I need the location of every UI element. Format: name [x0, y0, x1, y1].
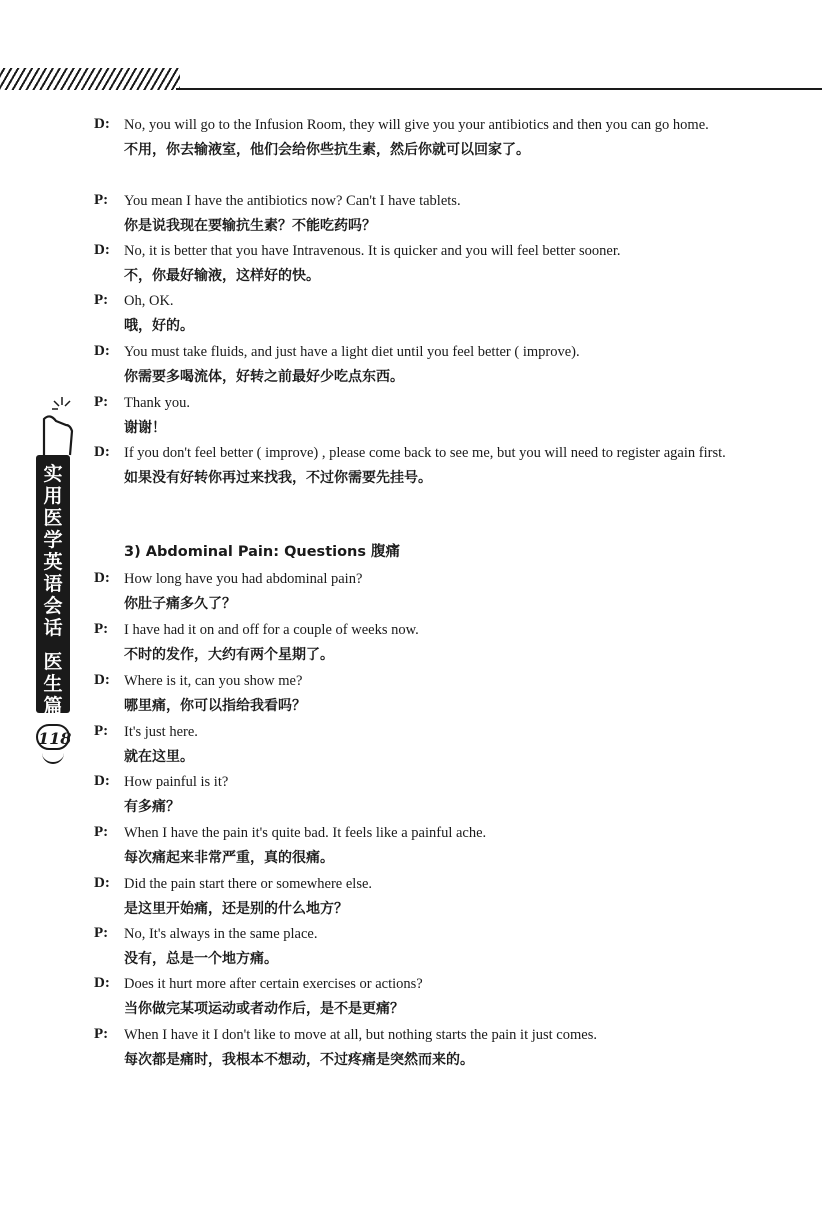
speaker-label: P: — [94, 925, 109, 941]
english-line: How painful is it? — [124, 774, 229, 790]
side-tab-title-char: 英 — [43, 551, 63, 573]
header-hatch — [0, 68, 180, 90]
side-tab-title-char: 语 — [43, 573, 63, 595]
chinese-line: 就在这里。 — [124, 749, 194, 765]
speaker-label: D: — [94, 773, 110, 789]
chinese-line: 有多痛？ — [124, 799, 180, 815]
speaker-label: P: — [94, 723, 109, 739]
english-line: When I have the pain it's quite bad. It feels like a painful ache. — [124, 825, 487, 841]
chinese-line: 不用，你去输液室，他们会给你些抗生素，然后你就可以回家了。 — [124, 142, 530, 158]
dialogue-turn — [94, 339, 754, 389]
speaker-label: D: — [94, 116, 110, 132]
english-line: You mean I have the antibiotics now? Can't I have tablets. — [124, 193, 461, 209]
dialogue-turn — [94, 820, 754, 870]
speaker-label: D: — [94, 570, 110, 586]
dialogue-turn — [94, 719, 754, 769]
chinese-line: 每次痛起来非常严重，真的很痛。 — [124, 850, 334, 866]
speaker-label: D: — [94, 242, 110, 258]
page-number: 118 — [36, 724, 70, 750]
dialogue-turn — [94, 188, 754, 238]
english-line: No, It's always in the same place. — [124, 926, 318, 942]
speaker-label: P: — [94, 1026, 109, 1042]
speaker-label: D: — [94, 875, 110, 891]
tab-ornament-icon — [40, 395, 74, 457]
side-tab-title-char: 话 — [43, 617, 63, 639]
page-number-flourish — [42, 748, 64, 764]
chinese-line: 每次都是痛时，我根本不想动，不过疼痛是突然而来的。 — [124, 1052, 474, 1068]
speaker-label: D: — [94, 343, 110, 359]
chinese-line: 谢谢！ — [124, 420, 166, 436]
english-line: If you don't feel better ( improve) , please come back to see me, but you will need to register again first. — [124, 445, 726, 461]
dialogue-turn — [94, 288, 754, 338]
english-line: No, you will go to the Infusion Room, they will give you your antibiotics and then you can go home. — [124, 117, 709, 133]
speaker-label: D: — [94, 672, 110, 688]
side-tab-part-char: 医 — [43, 651, 63, 673]
english-line: I have had it on and off for a couple of weeks now. — [124, 622, 419, 638]
english-line: Where is it, can you show me? — [124, 673, 303, 689]
chinese-line: 你需要多喝流体，好转之前最好少吃点东西。 — [124, 369, 404, 385]
dialogue-turn — [94, 566, 754, 616]
chinese-line: 不时的发作，大约有两个星期了。 — [124, 647, 334, 663]
side-tab-title-char: 学 — [43, 529, 63, 551]
speaker-label: P: — [94, 394, 109, 410]
speaker-label: P: — [94, 192, 109, 208]
side-tab-title-char: 实 — [43, 463, 63, 485]
english-line: Thank you. — [124, 395, 191, 411]
chinese-line: 当你做完某项运动或者动作后，是不是更痛？ — [124, 1001, 404, 1017]
side-tab-title-char: 会 — [43, 595, 63, 617]
chinese-line: 哦，好的。 — [124, 318, 194, 334]
english-line: Does it hurt more after certain exercises or actions? — [124, 976, 423, 992]
english-line: It's just here. — [124, 724, 198, 740]
english-line: Did the pain start there or somewhere else. — [124, 876, 373, 892]
dialogue-turn — [94, 238, 754, 288]
dialogue-turn — [94, 390, 754, 440]
english-line: When I have it I don't like to move at all, but nothing starts the pain it just comes. — [124, 1027, 597, 1043]
section-heading: 3) Abdominal Pain: Questions 腹痛 — [124, 544, 401, 560]
chinese-line: 你肚子痛多久了？ — [124, 596, 236, 612]
speaker-label: P: — [94, 621, 109, 637]
speaker-label: D: — [94, 975, 110, 991]
dialogue-turn — [94, 1022, 754, 1072]
english-line: You must take fluids, and just have a light diet until you feel better ( improve). — [124, 344, 580, 360]
dialogue-turn — [94, 668, 754, 718]
chinese-line: 不，你最好输液，这样好的快。 — [124, 268, 320, 284]
speaker-label: D: — [94, 444, 110, 460]
english-line: How long have you had abdominal pain? — [124, 571, 363, 587]
dialogue-turn — [94, 769, 754, 819]
dialogue-turn — [94, 112, 754, 162]
side-tab-title-char: 医 — [43, 507, 63, 529]
dialogue-turn — [94, 921, 754, 971]
chinese-line: 没有，总是一个地方痛。 — [124, 951, 278, 967]
side-tab — [36, 455, 70, 717]
dialogue-turn — [94, 871, 754, 921]
english-line: Oh, OK. — [124, 293, 174, 309]
side-tab-part-char: 篇 — [43, 695, 63, 717]
dialogue-turn — [94, 440, 754, 490]
chinese-line: 如果没有好转你再过来找我，不过你需要先挂号。 — [124, 470, 432, 486]
chinese-line: 哪里痛，你可以指给我看吗？ — [124, 698, 306, 714]
english-line: No, it is better that you have Intravenous. It is quicker and you will feel better sooner. — [124, 243, 621, 259]
speaker-label: P: — [94, 824, 109, 840]
speaker-label: P: — [94, 292, 109, 308]
header-rule — [176, 88, 822, 90]
side-tab-part-char: 生 — [43, 673, 63, 695]
dialogue-turn — [94, 971, 754, 1021]
chinese-line: 是这里开始痛，还是别的什么地方？ — [124, 901, 348, 917]
chinese-line: 你是说我现在要输抗生素？不能吃药吗？ — [124, 218, 376, 234]
side-tab-title-char: 用 — [43, 485, 63, 507]
dialogue-turn — [94, 617, 754, 667]
